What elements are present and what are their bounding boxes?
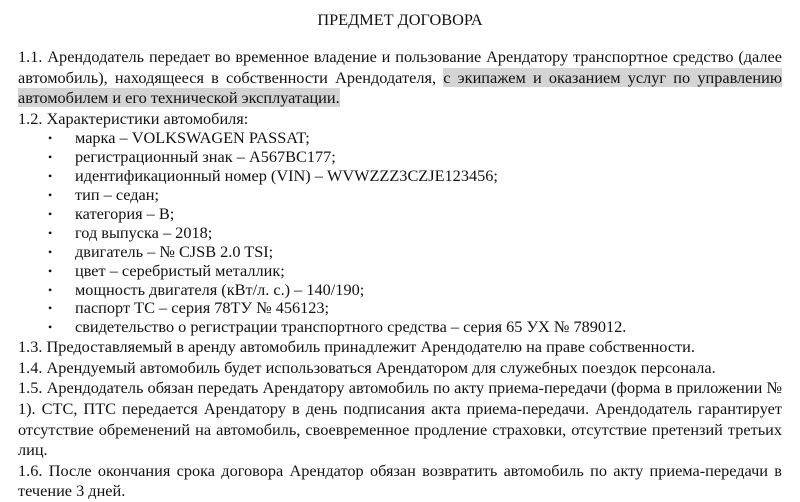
- list-item: [18, 281, 782, 300]
- document-body: [18, 47, 782, 502]
- document-title: ПРЕДМЕТ ДОГОВОРА: [317, 10, 483, 29]
- list-item-text: двигатель – № CJSB 2.0 TSI;: [75, 241, 274, 261]
- clause-text: автомобиль), находящееся в собственности Арендодателя,: [18, 67, 444, 87]
- list-item: [18, 167, 782, 186]
- bullet-icon: •: [48, 263, 53, 278]
- list-item-text: марка – VOLKSWAGEN PASSAT;: [75, 128, 310, 148]
- characteristics-list: [18, 129, 782, 337]
- clause-line: [18, 88, 782, 109]
- bullet-icon: •: [48, 301, 53, 316]
- list-item: [18, 224, 782, 243]
- list-item: [18, 318, 782, 337]
- bullet-icon: •: [48, 131, 53, 146]
- list-item-text: паспорт ТС – серия 78ТУ № 456123;: [75, 298, 330, 318]
- clause-line: 1.5. Арендодатель обязан передать Арендатору автомобиль по акту приема-передачи (форма в приложении №: [18, 378, 782, 398]
- bullet-icon: •: [48, 188, 53, 203]
- clause-line: 1.6. После окончания срока договора Арендатор обязан возвратить автомобиль по акту приема-передачи в: [18, 460, 782, 480]
- bullet-icon: •: [48, 206, 53, 221]
- clause-line: течение 3 дней.: [18, 481, 126, 501]
- list-item: [18, 243, 782, 262]
- list-item-text: идентификационный номер (VIN) – WVWZZZ3CZJE123456;: [75, 166, 498, 186]
- list-item-text: мощность двигателя (кВт/л. с.) – 140/190;: [75, 279, 365, 299]
- clause-1-1: [18, 47, 782, 109]
- bullet-icon: •: [48, 282, 53, 297]
- clause-line: [18, 68, 782, 89]
- list-item-text: цвет – серебристый металлик;: [75, 260, 285, 280]
- bullet-icon: •: [48, 320, 53, 335]
- bullet-icon: •: [48, 169, 53, 184]
- list-item-text: тип – седан;: [75, 185, 160, 205]
- list-item: [18, 129, 782, 148]
- list-item-text: категория – В;: [75, 203, 175, 223]
- bullet-icon: •: [48, 244, 53, 259]
- bullet-icon: •: [48, 225, 53, 240]
- clause-line: лиц.: [18, 440, 48, 460]
- bullet-icon: •: [48, 150, 53, 165]
- list-item-text: регистрационный знак – А567ВС177;: [75, 147, 336, 167]
- list-item-text: год выпуска – 2018;: [75, 222, 213, 242]
- highlighted-text: с экипажем и оказанием услуг по управлению: [443, 67, 782, 87]
- list-item: [18, 205, 782, 224]
- clause-1-3: 1.3. Предоставляемый в аренду автомобиль принадлежит Арендодателю на праве собственности.: [18, 337, 695, 357]
- clause-line: отсутствие обременений на автомобиль, своевременное продление страховки, отсутствие претензий третьих: [18, 419, 782, 439]
- list-item: [18, 299, 782, 318]
- list-item: [18, 186, 782, 205]
- list-item: [18, 262, 782, 281]
- highlighted-text: автомобилем и его технической эксплуатации.: [18, 88, 340, 108]
- clause-1-4: 1.4. Арендуемый автомобиль будет использоваться Арендатором для служебных поездок персонала.: [18, 357, 716, 377]
- clause-line: 1.1. Арендодатель передает во временное владение и пользование Арендатору транспортное средство (далее: [18, 47, 782, 66]
- clause-1-6: [18, 461, 782, 502]
- clause-1-5: [18, 378, 782, 460]
- list-item: [18, 148, 782, 167]
- clause-line: 1). СТС, ПТС передается Арендатору в день подписания акта приема-передачи. Арендодатель гарантирует: [18, 398, 782, 418]
- list-item-text: свидетельство о регистрации транспортного средства – серия 65 УХ № 789012.: [75, 317, 627, 337]
- clause-1-2: 1.2. Характеристики автомобиля:: [18, 108, 249, 128]
